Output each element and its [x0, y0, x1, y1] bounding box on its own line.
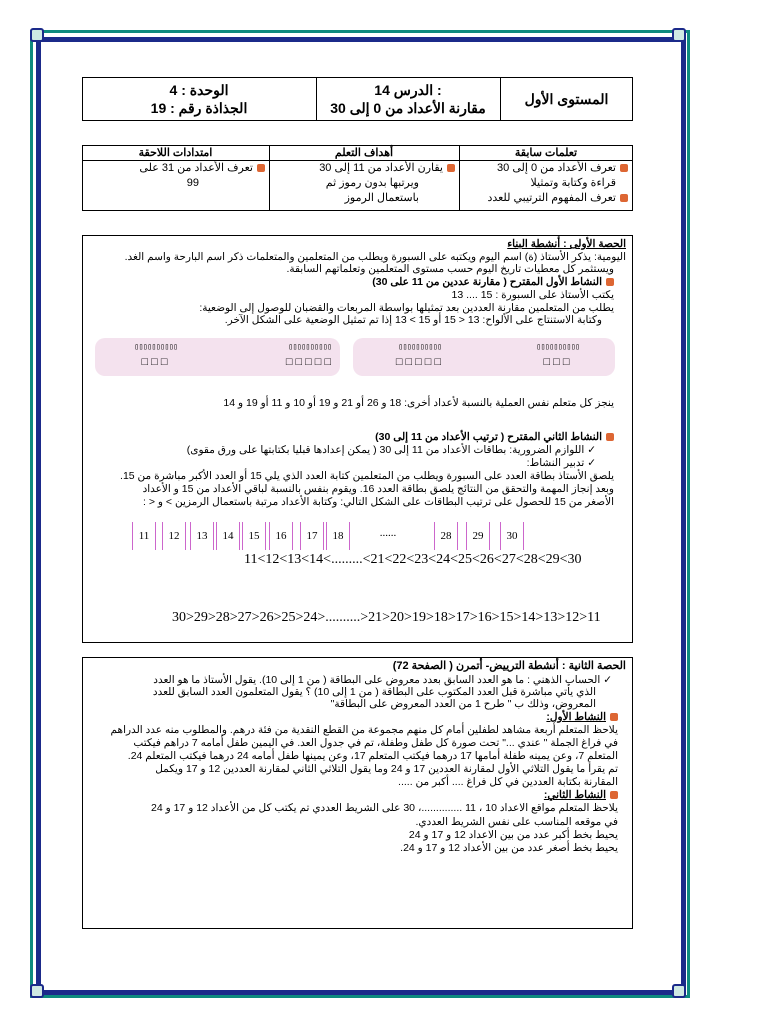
extensions-column [82, 146, 270, 210]
goals-column [269, 146, 460, 210]
number-card: 28 [434, 522, 458, 550]
text-line: يحيط بخط أصغر عدد من بين الأعداد 12 و 17 و 24. [400, 842, 618, 854]
ten-strip-icon: ▯▯▯▯▯▯▯▯▯▯ [134, 342, 178, 351]
unit-squares-icon: □□□ [543, 356, 573, 368]
prior-learning-header: تعلمات سابقة [460, 146, 632, 161]
text-line: يطلب من المتعلمين مقارنة العددين بعد تمثيلها بواسطة المربعات والقضبان للوصول إلى الوضعية: [199, 302, 614, 314]
text-line: الأصغر من 15 للحصول على ترتيب البطاقات على الشكل التالي: وكتابة الأعداد مرتبة باستعمال الرمزين > و < : [143, 496, 614, 508]
session-two-box [82, 657, 633, 929]
unit-squares-icon: □□□□□ [395, 356, 445, 368]
prior-learning-column [460, 146, 632, 210]
learning-targets-table [82, 145, 633, 211]
text-line: اليومية: يذكر الأستاذ (ة) اسم اليوم ويكتبه على السبورة ويطلب من المتعلمين والمتعلمات ذكر اسم البارحة واسم الغد. [124, 251, 626, 263]
number-card: 12 [162, 522, 186, 550]
unit-cell [82, 78, 317, 120]
session-one-title: الحصة الأولى : أنشطة البناء [507, 238, 626, 250]
unit-squares-icon: □□□ [141, 356, 171, 368]
number-card: 30 [500, 522, 524, 550]
text-line: تم يقرأ ما يقول التلاثي الأول لمقارنة العددين 17 و 24 وما يقول التلاثي الثاني لمقارنة العددين 12 و 17 ويكمل [155, 763, 618, 775]
lesson-number: الدرس 14 : [374, 82, 442, 98]
bullet-icon [610, 713, 618, 721]
descending-order: 30>29>28>27>26>25>24>..........>21>20>19>18>17>16>15>14>13>12>11 [172, 610, 601, 625]
text-line: في فراغ الجملة " عندي ..." تحت صورة كل طفل وطفلة، تم في جدول العد. في اليمين طفل أمامه 7 دراهم فيكتب [133, 737, 618, 749]
prior-item: قراءة وكتابة وتمثيلا [530, 177, 616, 189]
prior-item: تعرف الأعداد من 0 إلى 30 [497, 162, 616, 174]
sheet-number: الجذاذة رقم : 19 [150, 100, 248, 116]
text-line: ينجز كل متعلم نفس العملية بالنسبة لأعداد أخرى: 18 و 26 أو 21 و 19 أو 10 و 11 أو 19 و 14 [223, 397, 614, 409]
activity-heading [89, 789, 618, 801]
bullet-icon [620, 194, 628, 202]
text-line: يلاحظ المتعلم مواقع الاعداد 10 ، 11 ..............، 30 على الشريط العددي تم يكتب كل من الأعداد 12 و 17 و 24 [151, 802, 618, 814]
text-line: في موقعه المناسب على نفس الشريط العددي. [415, 816, 618, 828]
bullet-icon [606, 433, 614, 441]
goal-item: ويرتبها بدون رموز ثم [325, 177, 419, 189]
unit-squares-icon: □□□□□ [285, 356, 335, 368]
text-line: يكتب الأستاذ على السبورة : 15 .... 13 [451, 289, 614, 301]
session-two-title: الحصة الثانية : أنشطة الترييض- أتمرن ( الصفحة 72) [392, 660, 626, 672]
activity-heading [89, 431, 614, 443]
extension-item: 99 [186, 177, 199, 189]
corner-ornament [672, 28, 686, 42]
text-line: وبعد إنجاز المهمة والتحقق من النتائج يلصق بطاقة العدد 16. ويقوم بنفس بالنسبة لباقي الأعداد من 15 و الأعداد [142, 483, 614, 495]
goals-header: أهداف التعلم [269, 146, 459, 161]
extension-item: تعرف الأعداد من 31 على [139, 162, 253, 174]
text-line: المتعلم 7، وعن يمينه طفلة أمامها 17 درهما فيكتب المتعلم 17، وعن يمينها طفل أمامه 24 درهما فيكتب المتعلم 24. [127, 750, 618, 762]
number-card: 11 [132, 522, 156, 550]
level-label: المستوى الأول [524, 90, 609, 107]
text-line: ✓ اللوازم الضرورية: بطاقات الأعداد من 11 إلى 30 ( يمكن إعدادها قبليا بكتابتها على ورق مقوى) [186, 444, 596, 456]
ten-strip-icon: ▯▯▯▯▯▯▯▯▯▯ [288, 342, 332, 351]
corner-ornament [672, 984, 686, 998]
text-line: يلاحظ المتعلم أربعة مشاهد لطفلين أمام كل منهم مجموعة من القطع النقدية من فئة درهم. والمطلوب منه عدد الدراهم [110, 724, 618, 736]
text-line: ✓ تدبير النشاط: [526, 457, 596, 469]
lesson-title: مقارنة الأعداد من 0 إلى 30 [330, 100, 486, 116]
number-card: 18 [326, 522, 350, 550]
corner-ornament [30, 28, 44, 42]
bullet-icon [606, 278, 614, 286]
activity-two-title: النشاط الثاني المقترح ( ترتيب الأعداد من 11 إلى 30) [375, 431, 602, 443]
activity-one-title: النشاط الأول المقترح ( مقارنة عددين من 11 على 30) [372, 276, 602, 288]
activity-heading [89, 276, 614, 288]
text-line: يحيط بخط أكبر عدد من بين الاعداد 12 و 17 و 24 [408, 829, 618, 841]
number-card: 14 [216, 522, 240, 550]
number-card: 29 [466, 522, 490, 550]
number-card: 13 [190, 522, 214, 550]
text-line: المعروض، وذلك ب " طرح 1 من العدد المعروض على البطاقة" [330, 698, 596, 710]
lesson-header-table [82, 77, 633, 121]
materials-line: اللوازم الضرورية: بطاقات الأعداد من 11 إلى 30 ( يمكن إعدادها قبليا بكتابتها على ورق مقوى) [186, 444, 585, 456]
goal-item: يقارن الأعداد من 11 إلى 30 [319, 162, 443, 174]
text-line: يلصق الأستاذ بطاقة العدد على السبورة ويطلب من المتعلمين كتابة العدد الذي يلي 15 أو العدد الأكبر مباشرة من 15. [120, 470, 614, 482]
ten-strip-icon: ▯▯▯▯▯▯▯▯▯▯ [398, 342, 442, 351]
number-card-ellipsis: ...... [379, 527, 397, 539]
text-line: ✓ الحساب الذهني : ما هو العدد السابق بعدد معروض على البطاقة ( من 1 إلى 10). يقول الأستاذ ما هو العدد [153, 674, 612, 686]
number-card: 15 [242, 522, 266, 550]
activity-heading [89, 711, 618, 723]
extensions-header: امتدادات اللاحقة [82, 146, 269, 161]
session-one-box [82, 235, 633, 643]
corner-ornament [30, 984, 44, 998]
mental-math-line: الحساب الذهني : ما هو العدد السابق بعدد معروض على البطاقة ( من 1 إلى 10). يقول الأستاذ ما هو العدد [153, 674, 601, 686]
level-cell [501, 78, 632, 120]
ascending-order: 11<12<13<14<.........<21<22<23<24<25<26<27<28<29<30 [244, 552, 582, 567]
bullet-icon [620, 164, 628, 172]
text-line: وكتابة الاستنتاج على الألواح: 13 < 15 أو 15 > 13 إذا تم تمثيل الوضعية على الشكل الآخر. [224, 314, 602, 326]
activity-one-title: النشاط الأول: [546, 711, 606, 723]
bullet-icon [610, 791, 618, 799]
lesson-cell [316, 78, 501, 120]
ten-strip-icon: ▯▯▯▯▯▯▯▯▯▯ [536, 342, 580, 351]
number-card: 17 [300, 522, 324, 550]
activity-two-title: النشاط الثاني: [543, 789, 606, 801]
number-cards-row [132, 522, 532, 550]
management-line: تدبير النشاط: [526, 457, 585, 469]
text-line: ويستثمر كل معطيات تاريخ اليوم حسب مستوى المتعلمين وتعلماتهم السابقة. [286, 263, 614, 275]
number-card: 16 [269, 522, 293, 550]
bullet-icon [257, 164, 265, 172]
bullet-icon [447, 164, 455, 172]
text-line: الذي يأتي مباشرة قبل العدد المكتوب على البطاقة ( من 1 إلى 10) ؟ يقول المتعلمون العدد السابق للعدد [152, 686, 596, 698]
prior-item: تعرف المفهوم الترتيبي للعدد [487, 192, 616, 204]
goal-item: باستعمال الرموز [344, 192, 419, 204]
unit-label: الوحدة : 4 [169, 82, 229, 98]
text-line: المقارنة بكتابة العددين في كل فراغ .... أكبر من ..... [398, 776, 618, 788]
